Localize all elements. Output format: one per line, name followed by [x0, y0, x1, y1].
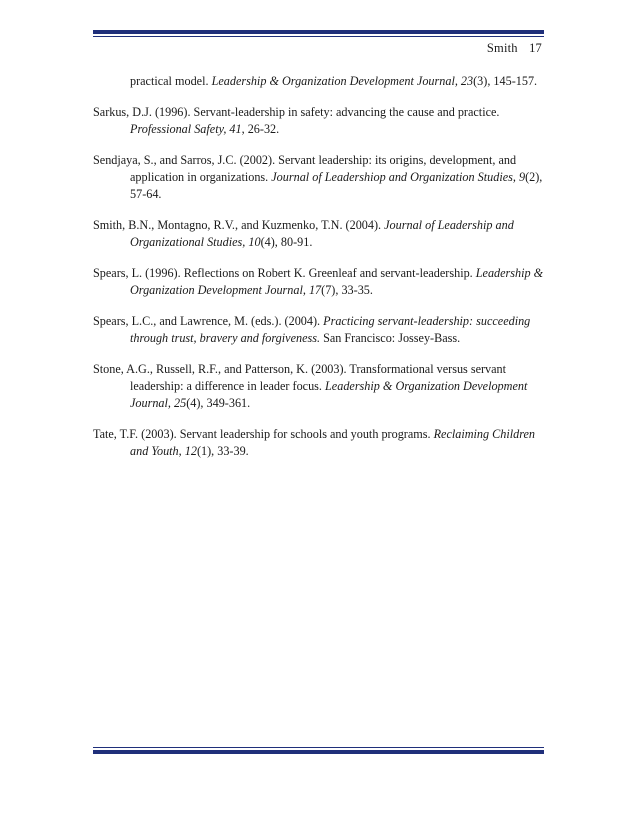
reference-text: Practicing servant-leadership: succeeding through trust, bravery and forgiveness.: [130, 314, 531, 345]
footer-rule-thin: [93, 747, 544, 748]
reference-text: Sendjaya, S., and Sarros, J.C. (2002). Servant leadership: its origins, development, and application in organizations.: [93, 153, 517, 184]
reference-entry-sendjaya: [93, 152, 545, 203]
reference-text: (7), 33-35.: [321, 283, 373, 297]
reference-text: Reclaiming Children and Youth, 12: [130, 427, 536, 458]
reference-entry-tate: [93, 426, 545, 460]
reference-text: Spears, L.C., and Lawrence, M. (eds.). (2004).: [93, 314, 324, 328]
reference-entry-spears1996: [93, 265, 545, 299]
reference-text: Leadership & Organization Development Journal, 17: [130, 266, 544, 297]
reference-entry-stone: [93, 361, 545, 412]
reference-text: practical model.: [130, 74, 212, 88]
reference-text: San Francisco: Jossey-Bass.: [320, 331, 461, 345]
footer-rule: [93, 750, 544, 754]
reference-text: Journal of Leadershiop and Organization Studies, 9: [271, 170, 526, 184]
header-rule: [93, 30, 544, 34]
reference-text: , 26-32.: [241, 122, 280, 136]
reference-text: Tate, T.F. (2003). Servant leadership for schools and youth programs.: [93, 427, 434, 441]
reference-text: Journal of Leadership and Organizational Studies, 10: [130, 218, 514, 249]
reference-text: Leadership & Organization Development Journal, 25: [130, 379, 528, 410]
reference-text: Smith, B.N., Montagno, R.V., and Kuzmenko, T.N. (2004).: [93, 218, 385, 232]
reference-entry-smith: [93, 217, 545, 251]
reference-text: Leadership & Organization Development Journal, 23: [211, 74, 474, 88]
reference-text: Professional Safety, 41: [130, 122, 242, 136]
reference-text: Spears, L. (1996). Reflections on Robert K. Greenleaf and servant-leadership.: [93, 266, 476, 280]
reference-entry-spears2004: [93, 313, 545, 347]
reference-list: [93, 73, 545, 474]
reference-text: (2), 57-64.: [130, 170, 543, 201]
header-rule-thin: [93, 36, 544, 37]
reference-text: (1), 33-39.: [196, 444, 249, 458]
reference-text: (4), 349-361.: [186, 396, 251, 410]
page-number: 17: [529, 41, 542, 55]
reference-entry-cont: [93, 73, 545, 90]
reference-text: (3), 145-157.: [473, 74, 538, 88]
reference-text: (4), 80-91.: [260, 235, 313, 249]
reference-text: Sarkus, D.J. (1996). Servant-leadership in safety: advancing the cause and practice.: [93, 105, 500, 119]
reference-text: Stone, A.G., Russell, R.F., and Patterson, K. (2003). Transformational versus servant leadership: a difference in leader focus.: [93, 362, 507, 393]
header-author: Smith: [486, 41, 518, 55]
running-header: [487, 41, 542, 56]
reference-entry-sarkus: [93, 104, 545, 138]
